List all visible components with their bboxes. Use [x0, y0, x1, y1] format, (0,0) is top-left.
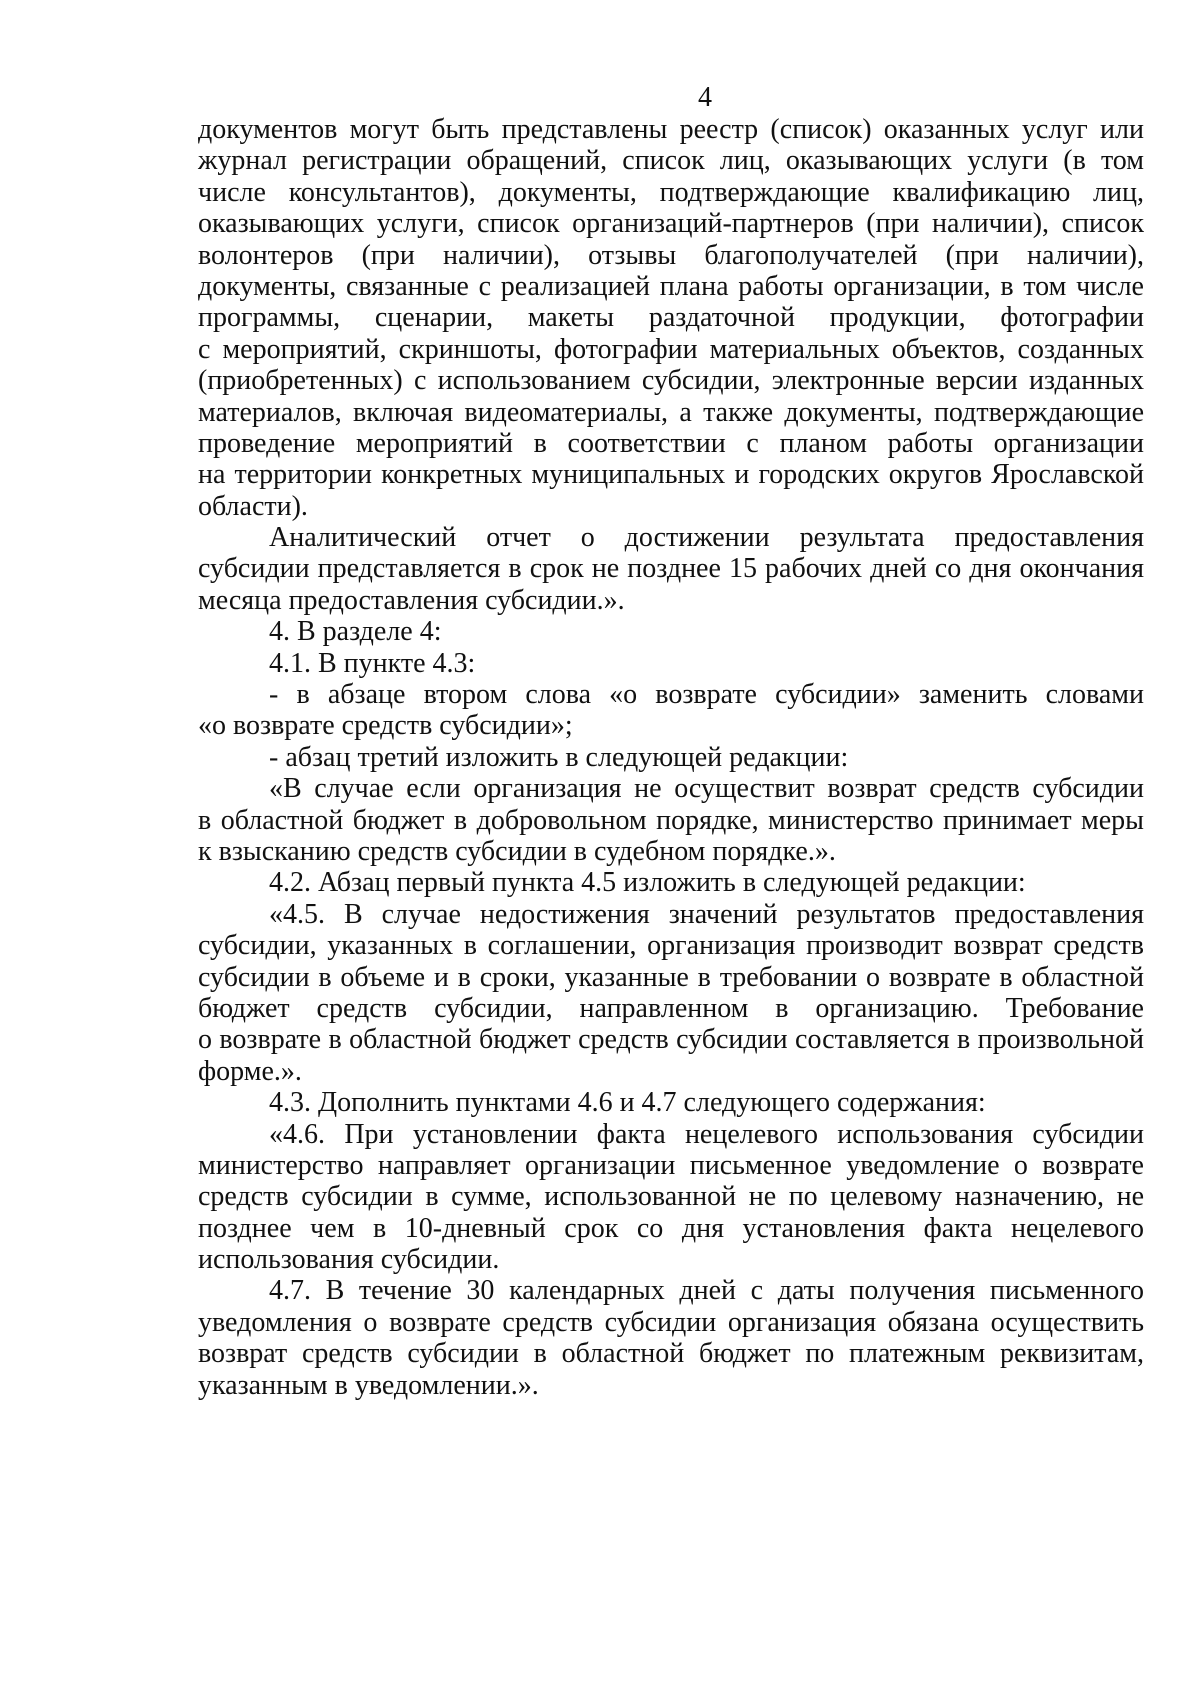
text-line: Аналитический отчет о достижении результата предоставления — [269, 522, 1144, 554]
text-line: форме.». — [198, 1055, 302, 1087]
text-line: субсидии в объеме и в сроки, указанные в требовании о возврате в областной — [198, 961, 1144, 993]
text-line: «В случае если организация не осуществит возврат средств субсидии — [269, 773, 1144, 805]
text-line: числе консультантов), документы, подтверждающие квалификацию лиц, — [198, 176, 1144, 208]
text-line: субсидии, указанных в соглашении, организация производит возврат средств — [198, 930, 1144, 962]
text-line: субсидии представляется в срок не позднее 15 рабочих дней со дня окончания — [198, 553, 1144, 585]
text-line: в областной бюджет в добровольном порядке, министерство принимает меры — [198, 804, 1144, 836]
text-line: «4.6. При установлении факта нецелевого использования субсидии — [269, 1118, 1144, 1150]
text-line: материалов, включая видеоматериалы, а также документы, подтверждающие — [198, 396, 1144, 428]
text-line: уведомления о возврате средств субсидии организация обязана осуществить — [198, 1306, 1144, 1338]
text-line: использования субсидии. — [198, 1244, 500, 1276]
text-line: позднее чем в 10-дневный срок со дня установления факта нецелевого — [198, 1212, 1144, 1244]
text-line: с мероприятий, скриншоты, фотографии материальных объектов, созданных — [198, 333, 1144, 365]
text-line: средств субсидии в сумме, использованной не по целевому назначению, не — [198, 1181, 1144, 1213]
text-line: документов могут быть представлены реестр (список) оказанных услуг или — [198, 114, 1144, 145]
text-line: бюджет средств субсидии, направленном в организацию. Требование — [198, 992, 1144, 1024]
document-body — [198, 114, 1144, 1401]
text-line: 4. В разделе 4: — [269, 616, 442, 648]
text-line: оказывающих услуги, список организаций-партнеров (при наличии), список — [198, 208, 1144, 240]
text-line: (приобретенных) с использованием субсидии, электронные версии изданных — [198, 365, 1144, 397]
text-line: указанным в уведомлении.». — [198, 1369, 539, 1401]
text-line: программы, сценарии, макеты раздаточной продукции, фотографии — [198, 302, 1144, 334]
text-line: волонтеров (при наличии), отзывы благополучателей (при наличии), — [198, 239, 1144, 271]
text-line: журнал регистрации обращений, список лиц, оказывающих услуги (в том — [198, 145, 1144, 177]
text-line: месяца предоставления субсидии.». — [198, 584, 625, 616]
text-line: проведение мероприятий в соответствии с планом работы организации — [198, 427, 1144, 459]
page-number: 4 — [698, 82, 712, 113]
text-line: 4.2. Абзац первый пункта 4.5 изложить в следующей редакции: — [269, 867, 1026, 899]
text-line: к взысканию средств субсидии в судебном порядке.». — [198, 835, 836, 867]
text-line: 4.1. В пункте 4.3: — [269, 647, 476, 679]
text-line: документы, связанные с реализацией плана работы организации, в том числе — [198, 270, 1144, 302]
text-line: - абзац третий изложить в следующей редакции: — [269, 741, 849, 773]
text-line: о возврате в областной бюджет средств субсидии составляется в произвольной — [198, 1024, 1144, 1056]
text-line: возврат средств субсидии в областной бюджет по платежным реквизитам, — [198, 1338, 1144, 1370]
text-line: «4.5. В случае недостижения значений результатов предоставления — [269, 898, 1144, 930]
text-line: «о возврате средств субсидии»; — [198, 710, 573, 742]
text-line: на территории конкретных муниципальных и городских округов Ярославской — [198, 459, 1144, 491]
text-line: министерство направляет организации письменное уведомление о возврате — [198, 1149, 1144, 1181]
text-line: области). — [198, 490, 308, 522]
text-line: - в абзаце втором слова «о возврате субсидии» заменить словами — [269, 679, 1144, 711]
text-line: 4.3. Дополнить пунктами 4.6 и 4.7 следующего содержания: — [269, 1087, 986, 1119]
text-line: 4.7. В течение 30 календарных дней с даты получения письменного — [269, 1275, 1144, 1307]
